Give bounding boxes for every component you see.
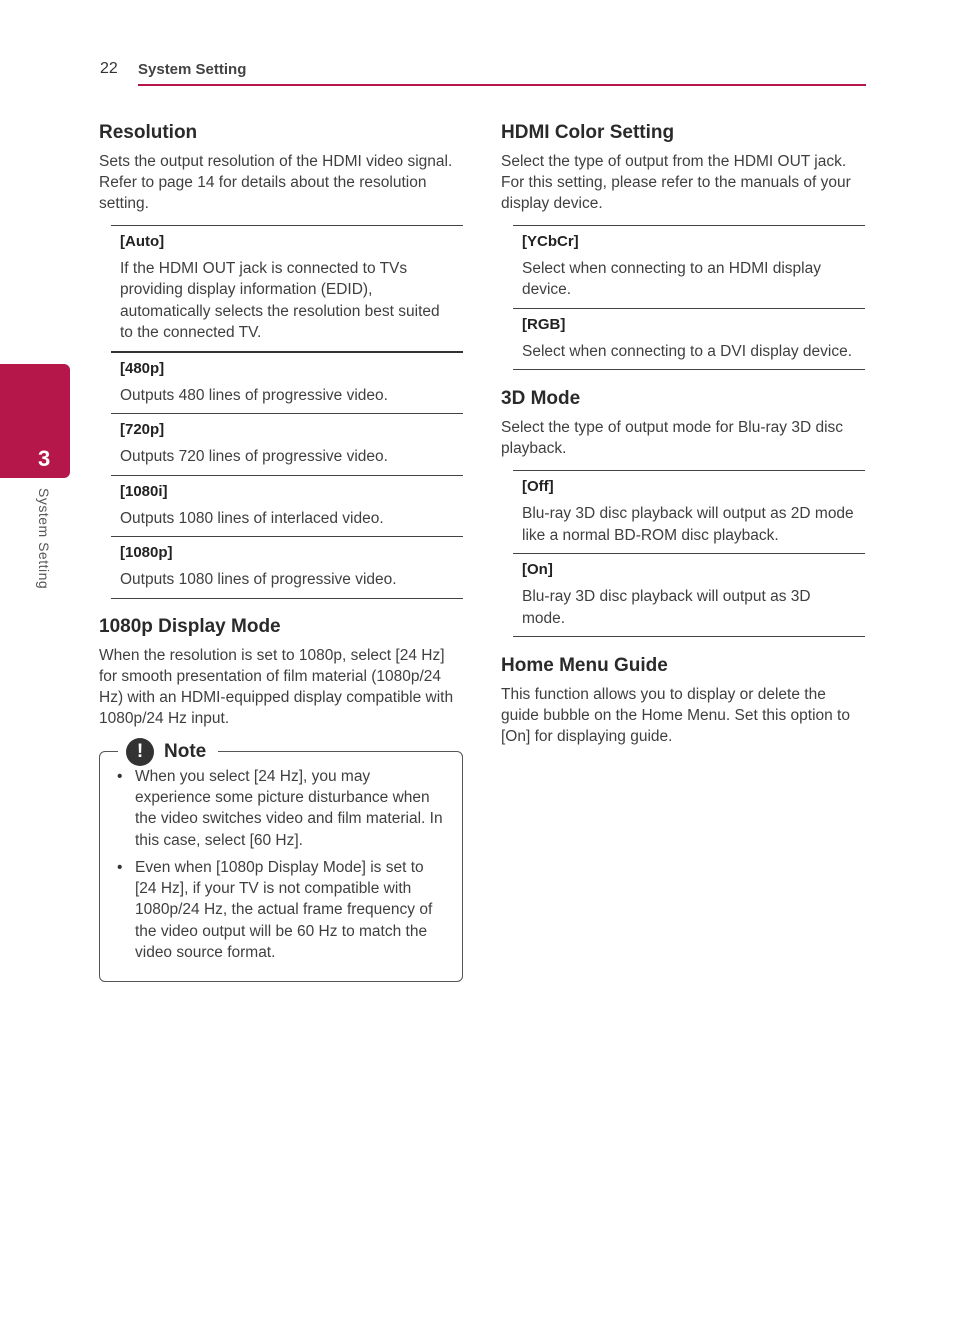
- hdmi-color-section: [501, 122, 865, 370]
- home-menu-title: Home Menu Guide: [501, 655, 668, 677]
- option-row: [111, 226, 463, 353]
- option-row: [111, 537, 463, 599]
- option-name: [RGB]: [522, 315, 566, 333]
- option-desc: Outputs 1080 lines of progressive video.: [120, 571, 397, 589]
- option-name: [720p]: [120, 421, 165, 439]
- hdmi-color-title: HDMI Color Setting: [501, 122, 675, 143]
- header-rule: [138, 84, 866, 86]
- option-desc: Outputs 480 lines of progressive video.: [120, 386, 388, 404]
- mode-3d-title: 3D Mode: [501, 388, 581, 410]
- option-row: [513, 226, 865, 309]
- option-row: [513, 471, 865, 554]
- option-row: [111, 353, 463, 415]
- option-name: [YCbCr]: [522, 232, 579, 250]
- display-mode-section: [99, 616, 463, 729]
- chapter-tab: [0, 364, 70, 478]
- resolution-body: Sets the output resolution of the HDMI video signal. Refer to page 14 for details about the resolution setting.: [99, 152, 453, 212]
- hdmi-color-options: [513, 225, 865, 371]
- option-desc: Outputs 1080 lines of interlaced video.: [120, 509, 384, 527]
- note-list: [116, 766, 446, 964]
- resolution-title: Resolution: [99, 122, 198, 143]
- option-name: [Auto]: [120, 232, 165, 250]
- chapter-label: System Setting: [36, 488, 52, 590]
- page-number: 22: [100, 60, 118, 77]
- option-name: [Off]: [522, 478, 554, 496]
- option-row: [513, 554, 865, 637]
- option-desc: Select when connecting to a DVI display device.: [522, 342, 852, 360]
- home-menu-body: This function allows you to display or delete the guide bubble on the Home Menu. Set this option to [On] for displaying guide.: [501, 686, 850, 746]
- option-desc: Outputs 720 lines of progressive video.: [120, 448, 388, 466]
- note-title: Note: [164, 740, 207, 762]
- option-name: [On]: [522, 561, 553, 579]
- display-mode-title: 1080p Display Mode: [99, 615, 281, 637]
- note-item: • When you select [24 Hz], you may experience some picture disturbance when the video switches video and film material. In this case, select [60 Hz].: [116, 766, 446, 851]
- resolution-options: [111, 225, 463, 599]
- option-row: [513, 309, 865, 371]
- page-header: [100, 58, 866, 88]
- note-item: • Even when [1080p Display Mode] is set to [24 Hz], if your TV is not compatible with 1080p/24 Hz, the actual frame frequency of the video output will be 60 Hz to match the video source format.: [116, 857, 446, 963]
- resolution-section: [99, 122, 463, 599]
- exclamation-icon: !: [126, 738, 154, 766]
- chapter-number: 3: [38, 446, 51, 471]
- option-desc: Select when connecting to an HDMI display device.: [522, 259, 821, 299]
- note-box: [99, 740, 463, 983]
- mode-3d-section: [501, 388, 865, 637]
- option-desc: If the HDMI OUT jack is connected to TVs providing display information (EDID), automatically selects the resolution best suited to the connected TV.: [120, 259, 440, 342]
- display-mode-body: When the resolution is set to 1080p, select [24 Hz] for smooth presentation of film material (1080p/24 Hz) with an HDMI-equipped display compatible with 1080p/24 Hz input.: [99, 646, 454, 727]
- left-column: [99, 122, 463, 982]
- hdmi-color-body: Select the type of output from the HDMI OUT jack. For this setting, please refer to the manuals of your display device.: [501, 152, 851, 212]
- note-header: [118, 738, 218, 766]
- option-desc: Blu-ray 3D disc playback will output as 3D mode.: [522, 588, 811, 627]
- option-row: [111, 414, 463, 476]
- option-name: [480p]: [120, 359, 165, 377]
- option-name: [1080i]: [120, 482, 168, 500]
- option-row: [111, 476, 463, 538]
- home-menu-section: [501, 655, 865, 747]
- option-name: [1080p]: [120, 544, 173, 562]
- option-desc: Blu-ray 3D disc playback will output as 2D mode like a normal BD-ROM disc playback.: [522, 505, 854, 544]
- mode-3d-options: [513, 470, 865, 637]
- mode-3d-body: Select the type of output mode for Blu-ray 3D disc playback.: [501, 419, 844, 458]
- right-column: [501, 122, 865, 747]
- header-title: System Setting: [138, 61, 247, 78]
